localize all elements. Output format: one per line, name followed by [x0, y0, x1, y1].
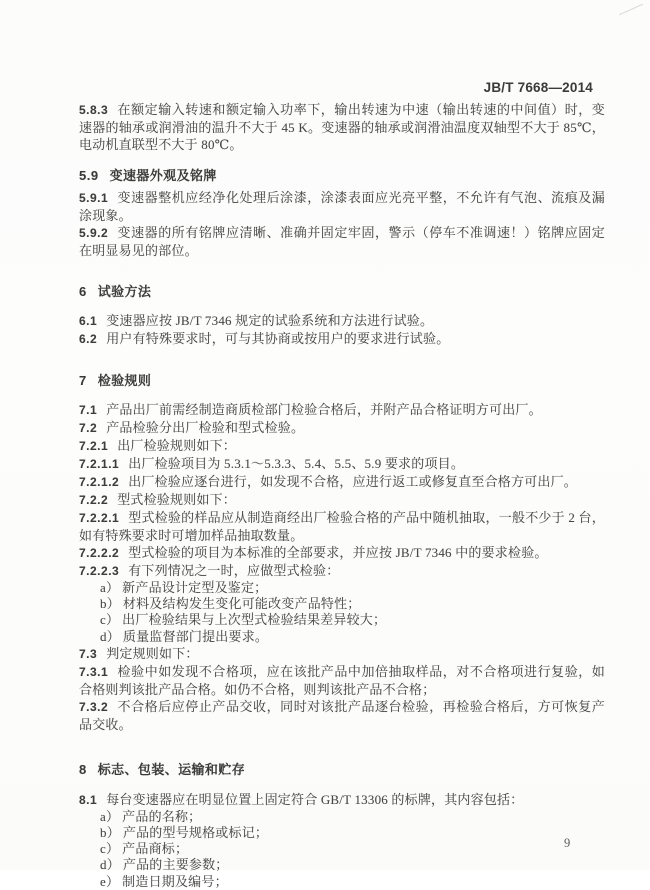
heading-text: 试验方法 [97, 284, 152, 299]
clause-number: 7.3 [79, 646, 98, 661]
clause-7-2-1 [79, 437, 605, 455]
list-marker: a） [100, 580, 120, 595]
clause-text: 有下列情况之一时，应做型式检验： [128, 563, 340, 578]
clause-7-3 [79, 645, 605, 663]
heading-7 [79, 372, 605, 389]
list-item-d [79, 629, 605, 645]
list-item-b [79, 596, 605, 612]
clause-text: 型式检验的样品应从制造商经出厂检验合格的产品中随机抽取，一般不少于 2 台，如有特殊要求时可增加样品抽取数量。 [79, 510, 605, 543]
list-marker: e） [100, 873, 120, 889]
heading-5-9 [79, 167, 605, 184]
clause-5-8-3 [79, 101, 605, 153]
list-item-a [79, 580, 605, 596]
heading-text: 检验规则 [97, 373, 152, 388]
clause-text: 变速器的所有铭牌应清晰、准确并固定牢固，警示（停车不准调速！）铭牌应固定在明显易见的部位。 [79, 225, 605, 258]
clause-text: 产品出厂前需经制造商质检部门检验合格后，并附产品合格证明方可出厂。 [106, 402, 542, 417]
page-number: 9 [564, 836, 571, 850]
clause-text: 判定规则如下： [106, 645, 199, 661]
list-marker: d） [100, 857, 120, 873]
list-text: 质量监督部门提出要求。 [122, 628, 269, 644]
list-text: 产品的型号规格或标记； [122, 825, 269, 841]
clause-number: 7.2 [79, 421, 98, 435]
heading-6 [79, 283, 605, 300]
clause-number: 7.2.2.2 [79, 546, 120, 560]
list-item-c [79, 841, 605, 857]
clause-number: 7.2.1.1 [79, 457, 120, 471]
list-marker: b） [100, 596, 120, 612]
list-text: 产品的主要参数； [122, 857, 229, 873]
heading-text: 标志、包装、运输和贮存 [97, 761, 246, 777]
list-marker: c） [100, 612, 120, 628]
clause-7-2-2-3 [79, 562, 605, 580]
clause-number: 5.9.2 [79, 226, 109, 240]
clause-number: 6.2 [79, 332, 98, 346]
list-marker: c） [100, 841, 120, 857]
clause-7-3-2 [79, 698, 605, 733]
clause-text: 每台变速器应在明显位置上固定符合 GB/T 13306 的标牌，其内容包括： [106, 791, 524, 807]
clause-number: 7.2.1 [79, 439, 109, 453]
list-item-c [79, 612, 605, 628]
heading-number: 7 [79, 373, 87, 388]
clause-number: 7.1 [79, 403, 98, 417]
clause-text: 检验中如发现不合格项，应在该批产品中加倍抽取样品，对不合格项进行复验，如合格则判该批产品合格。如仍不合格，则判该批产品不合格； [79, 663, 605, 697]
list-item-b [79, 825, 605, 841]
clause-number: 7.2.2.1 [79, 511, 120, 525]
standard-number-header: JB/T 7668—2014 [483, 80, 593, 95]
clause-7-2-1-1 [79, 455, 605, 473]
list-item-d [79, 857, 605, 873]
clause-6-1 [79, 312, 605, 330]
list-text: 出厂检验结果与上次型式检验结果差异较大； [122, 612, 387, 628]
list-text: 新产品设计定型及鉴定； [122, 580, 268, 595]
clause-7-2-2-1 [79, 509, 605, 544]
clause-5-9-2 [79, 224, 605, 259]
list-text: 产品的名称； [122, 808, 202, 824]
scan-artifact-mark [619, 4, 643, 15]
list-item-a [79, 809, 605, 825]
clause-text: 在额定输入转速和额定输入功率下，输出转速为中速（输出转速的中间值）时，变速器的轴承或润滑油的温升不大于 45 K。变速器的轴承或润滑油温度双轴型不大于 85℃，电动机直联型不大于 80℃。 [79, 102, 605, 152]
heading-number: 6 [79, 284, 87, 299]
clause-number: 7.2.2.3 [79, 564, 120, 578]
clause-number: 7.3.1 [79, 664, 109, 679]
heading-text: 变速器外观及铭牌 [109, 168, 217, 183]
clause-number: 8.1 [79, 792, 98, 807]
clause-7-3-1 [79, 663, 605, 698]
clause-text: 不合格后应停止产品交收，同时对该批产品逐台检验，再检验合格后，方可恢复产品交收。 [79, 698, 605, 732]
list-marker: d） [100, 628, 120, 644]
clause-7-2-2-2 [79, 544, 605, 562]
clause-text: 产品检验分出厂检验和型式检验。 [106, 420, 305, 435]
clause-7-2 [79, 419, 605, 437]
clause-8-1 [79, 791, 605, 809]
clause-5-9-1 [79, 189, 605, 224]
clause-number: 7.2.2 [79, 493, 109, 507]
clause-number: 6.1 [79, 314, 98, 328]
clause-number: 5.8.3 [79, 103, 109, 117]
clause-text: 变速器应按 JB/T 7346 规定的试验系统和方法进行试验。 [106, 313, 434, 328]
list-text: 制造日期及编号； [122, 873, 228, 889]
clause-text: 型式检验的项目为本标准的全部要求，并应按 JB/T 7346 中的要求检验。 [128, 545, 548, 560]
clause-text: 变速器整机应经净化处理后涂漆，涂漆表面应光亮平整，不允许有气泡、流痕及漏涂现象。 [79, 190, 605, 223]
list-item-e [79, 874, 605, 890]
list-text: 产品商标； [122, 841, 189, 857]
document-body [79, 101, 605, 890]
heading-number: 5.9 [79, 168, 99, 183]
list-marker: a） [100, 808, 120, 824]
clause-text: 出厂检验应逐台进行，如发现不合格，应进行返工或修复直至合格方可出厂。 [128, 474, 578, 489]
clause-7-2-1-2 [79, 473, 605, 491]
clause-number: 7.3.2 [79, 699, 109, 714]
list-text: 材料及结构发生变化可能改变产品特性； [122, 596, 361, 612]
clause-6-2 [79, 330, 605, 348]
clause-text: 型式检验规则如下： [117, 492, 237, 507]
list-marker: b） [100, 825, 120, 841]
clause-text: 出厂检验项目为 5.3.1～5.3.3、5.4、5.5、5.9 要求的项目。 [128, 456, 465, 471]
heading-8 [79, 761, 605, 778]
heading-number: 8 [79, 761, 87, 777]
clause-number: 7.2.1.2 [79, 475, 120, 489]
clause-text: 出厂检验规则如下： [117, 438, 237, 453]
clause-7-2-2 [79, 491, 605, 509]
clause-7-1 [79, 401, 605, 419]
clause-text: 用户有特殊要求时，可与其协商或按用户的要求进行试验。 [106, 331, 450, 346]
clause-number: 5.9.1 [79, 191, 109, 205]
